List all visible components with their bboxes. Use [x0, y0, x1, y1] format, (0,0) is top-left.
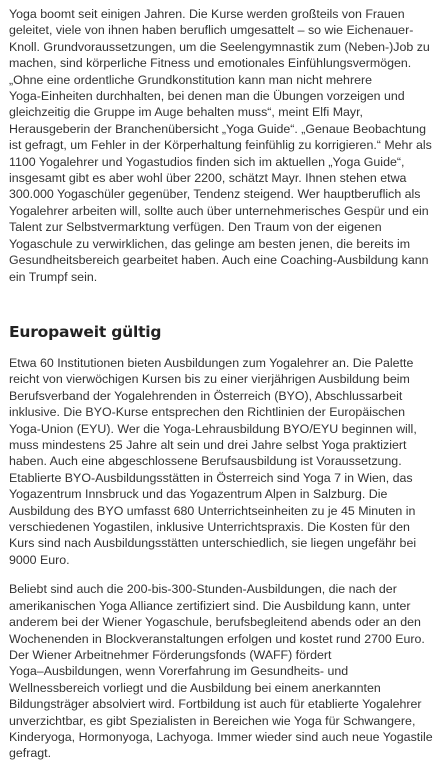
paragraph-institutions: Etwa 60 Institutionen bieten Ausbildungen zum Yogalehrer an. Die Palette reicht von vierwöchigen Kursen bis zu einer vierjährigen Ausbildung beim Berufsverband der Yogalehrenden in Österreich (BYO), Abschlussarbeit inklusive. Die BYO-Kurse entsprechen den Richtlinien der Europäischen Yoga-Union (EYU). Wer die Yoga-Lehrausbildung BYO/EYU beginnen will, muss mindestens 25 Jahre alt sein und drei Jahre selbst Yoga praktiziert haben. Auch eine abgeschlossene Berufsausbildung ist Voraussetzung. Etablierte BYO-Ausbildungsstätten in Österreich sind Yoga 7 in Wien, das Yogazentrum Innsbruck und das Yogazentrum Alpen in Salzburg. Die Ausbildung des BYO umfasst 680 Unterrichtseinheiten zu je 45 Minuten in verschiedenen Yogastilen, inklusive Unterrichtspraxis. Die Kosten für den Kurs sind nach Ausbildungsstätten unterschiedlich, sie liegen ungefähr bei 9000 Euro.: [9, 356, 417, 567]
article-body: [9, 6, 435, 762]
paragraph-yoga-alliance: Beliebt sind auch die 200-bis-300-Stunden-Ausbildungen, die nach der amerikanischen Yoga Alliance zertifiziert sind. Die Ausbildung kann, unter anderem bei der Wiener Yogaschule, berufsbegleitend abends oder an den Wochenenden in Blockveranstaltungen erfolgen und kostet rund 2700 Euro. Der Wiener Arbeitnehmer Förderungsfonds (WAFF) fördert Yoga–Ausbildungen, wenn Vorerfahrung im Gesundheits- und Wellnessbereich vorliegt und die Ausbildung bei einem anerkannten Bildungsträger absolviert wird. Fortbildung ist auch für etablierte Yogalehrer unverzichtbar, es gibt Spezialisten in Bereichen wie Yoga für Schwangere, Kinderyoga, Hormonyoga, Lachyoga. Immer wieder sind auch neue Yogastile gefragt.: [9, 582, 433, 761]
paragraph-yoga-boom: Yoga boomt seit einigen Jahren. Die Kurse werden großteils von Frauen geleitet, viele von ihnen haben beruflich umgesattelt – so wie Eichenauer- Knoll. Grundvoraussetzungen, um die Seelengymnastik zum (Neben-)Job zu machen, sind körperliche Fitness und emotionales Einfühlungsvermögen. „Ohne eine ordentliche Grundkonstitution kann man nicht mehrere Yoga-Einheiten durchhalten, bei denen man die Übungen vorzeigen und gleichzeitig die Gruppe im Auge behalten muss“, meint Elfi Mayr, Herausgeberin der Branchenübersicht „Yoga Guide“. „Genaue Beobachtung ist gefragt, um Fehler in der Körperhaltung feinfühlig zu korrigieren.“ Mehr als 1100 Yogalehrer und Yogastudios finden sich im aktuellen „Yoga Guide“, insgesamt gibt es aber wohl über 2200, schätzt Mayr. Ihnen stehen etwa 300.000 Yogaschüler gegenüber, Tendenz steigend. Wer hauptberuflich als Yogalehrer arbeiten will, sollte auch über unternehmerisches Gespür und ein Talent zur Selbstvermarktung verfügen. Den Traum von der eigenen Yogaschule zu verwirklichen, das gelinge am besten jenen, die bereits im Gesundheitsbereich gearbeitet haben. Auch eine Coaching-Ausbildung kann ein Trumpf sein.: [9, 7, 432, 284]
section-heading: Europaweit gültig: [9, 323, 162, 341]
